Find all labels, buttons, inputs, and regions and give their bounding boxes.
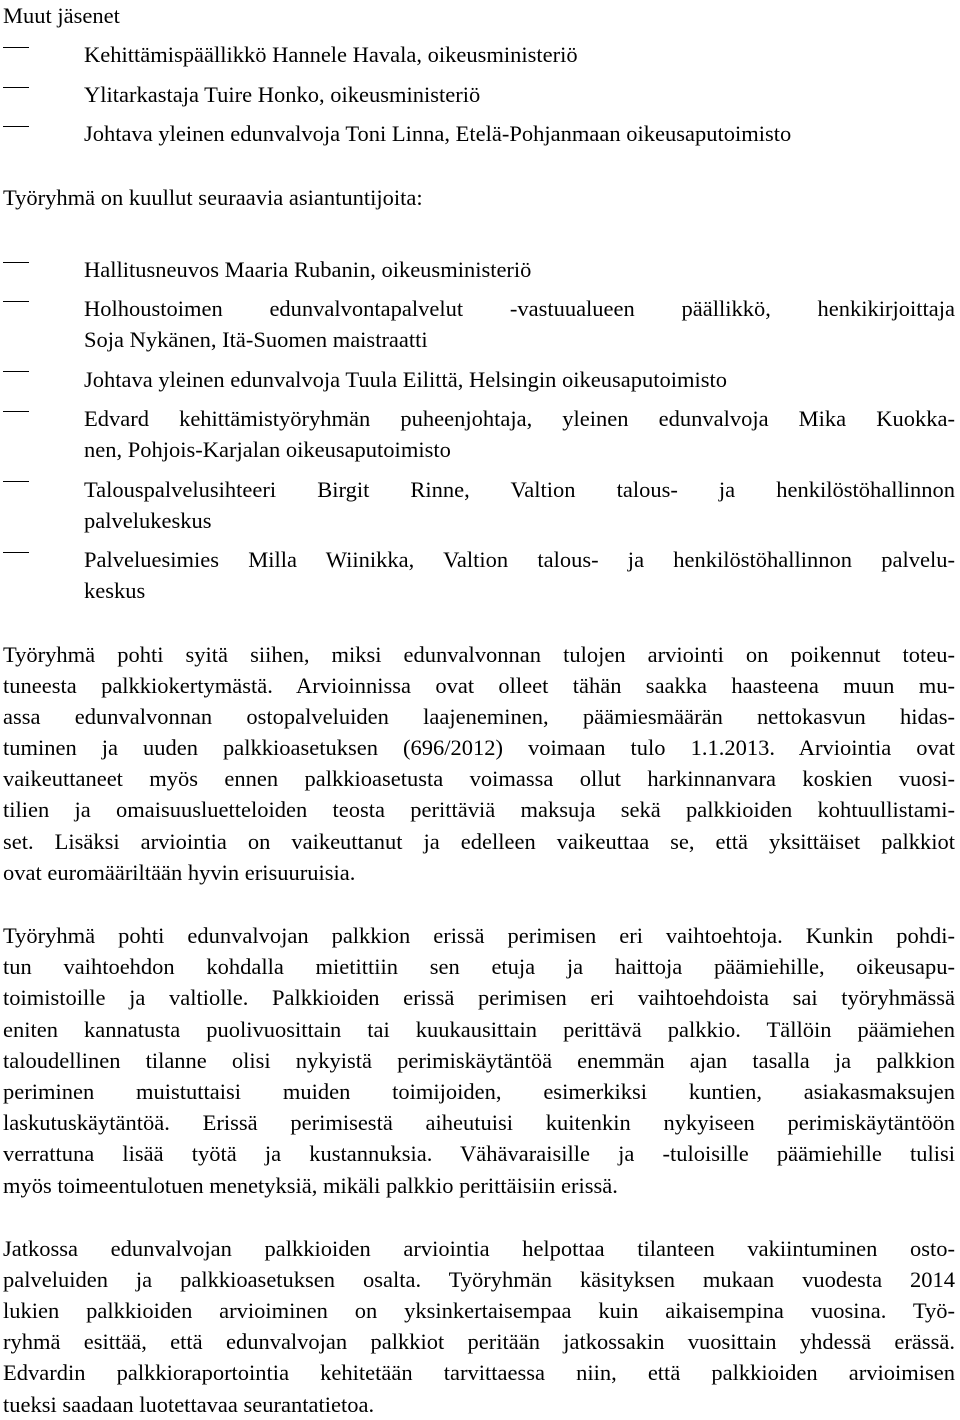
expert-text-continued: keskus: [84, 578, 146, 604]
paragraph-line: toimistoille ja valtiolle. Palkkioiden erissä perimisen eri vaihtoehdoista sai työryhmässä: [3, 985, 955, 1011]
paragraph-line: tuminen ja uuden palkkioasetuksen (696/2012) voimaan tulo 1.1.2013. Arviointia ovat: [3, 735, 955, 761]
paragraph-line: vaikeuttaneet myös ennen palkkioasetusta voimassa ollut harkinnanvara koskien vuosi-: [3, 766, 955, 792]
expert-text-continued: nen, Pohjois-Karjalan oikeusaputoimisto: [84, 437, 451, 463]
paragraph-line: palveluiden ja palkkioasetuksen osalta. Työryhmän käsityksen mukaan vuodesta 2014: [3, 1266, 955, 1292]
member-text: Kehittämispäällikkö Hannele Havala, oikeusministeriö: [84, 42, 578, 68]
expert-text: Talouspalvelusihteeri Birgit Rinne, Valtion talous- ja henkilöstöhallinnon: [84, 476, 955, 502]
dash-bullet-icon: [3, 285, 38, 316]
dash-bullet-icon: [3, 355, 38, 386]
dash-bullet-icon: [3, 465, 38, 496]
dash-bullet-icon: [3, 71, 38, 102]
dash-bullet-icon: [3, 246, 38, 277]
expert-text: Palveluesimies Milla Wiinikka, Valtion talous- ja henkilöstöhallinnon palvelu-: [84, 547, 955, 573]
dash-bullet-icon: [3, 536, 38, 567]
list-item: [3, 246, 955, 285]
expert-text-continued: palvelukeskus: [84, 507, 212, 533]
paragraph-line: set. Lisäksi arviointia on vaikeuttanut ja edelleen vaikeuttaa se, että yksittäiset palkkiot: [3, 828, 955, 854]
paragraph-line: tilien ja omaisuusluetteloiden teosta perittäviä maksuja sekä palkkioiden kohtuullistami-: [3, 797, 955, 823]
paragraph-line: myös toimeentulotuen menetyksiä, mikäli palkkio perittäisiin erissä.: [3, 1172, 618, 1198]
list-item: [3, 31, 955, 70]
paragraph-line: Edvardin palkkioraportointia kehitetään tarvittaessa niin, että palkkioiden arvioimisen: [3, 1360, 955, 1386]
list-item: [3, 71, 955, 110]
paragraph-line: eniten kannatusta puolivuosittain tai kuukausittain perittävä palkkio. Tällöin päämiehen: [3, 1016, 955, 1042]
member-text: Johtava yleinen edunvalvoja Toni Linna, Etelä-Pohjanmaan oikeusaputoimisto: [84, 121, 792, 147]
list-item: [3, 285, 955, 356]
list-item: [3, 355, 955, 394]
list-item: [3, 395, 955, 466]
paragraph-line: taloudellinen tilanne olisi nykyistä perimiskäytäntöä enemmän ajan tasalla ja palkkion: [3, 1047, 955, 1073]
paragraph-line: tuneesta palkkiokertymästä. Arvioinnissa ovat olleet tähän saakka haasteena muun mu-: [3, 672, 955, 698]
paragraph-3: [3, 1233, 955, 1420]
member-text: Ylitarkastaja Tuire Honko, oikeusministeriö: [84, 81, 481, 107]
experts-heading: Työryhmä on kuullut seuraavia asiantuntijoita:: [3, 185, 423, 211]
dash-bullet-icon: [3, 110, 38, 141]
paragraph-line: Työryhmä pohti syitä siihen, miksi edunvalvonnan tulojen arviointi on poikennut toteu-: [3, 641, 955, 667]
members-heading: Muut jäsenet: [3, 3, 120, 28]
paragraph-2: [3, 920, 955, 1201]
dash-bullet-icon: [3, 395, 38, 426]
members-list: [3, 31, 955, 149]
list-item: [3, 465, 955, 536]
expert-text: Hallitusneuvos Maaria Rubanin, oikeusministeriö: [84, 256, 532, 282]
expert-text-continued: Soja Nykänen, Itä-Suomen maistraatti: [84, 327, 428, 353]
paragraph-line: Jatkossa edunvalvojan palkkioiden arviointia helpottaa tilanteen vakiintuminen osto-: [3, 1235, 955, 1261]
paragraph-line: ovat euromääriltään hyvin erisuuruisia.: [3, 859, 356, 885]
paragraph-1: [3, 639, 955, 889]
paragraph-line: verrattuna lisää työtä ja kustannuksia. Vähävaraisille ja -tuloisille päämiehille tulisi: [3, 1141, 955, 1167]
paragraph-line: laskutuskäytäntöä. Erissä perimisestä aiheutuisi kuitenkin nykyiseen perimiskäytäntöön: [3, 1110, 955, 1136]
expert-text: Johtava yleinen edunvalvoja Tuula Eilittä, Helsingin oikeusaputoimisto: [84, 366, 728, 392]
expert-text: Holhoustoimen edunvalvontapalvelut -vastuualueen päällikkö, henkikirjoittaja: [84, 296, 955, 322]
expert-text: Edvard kehittämistyöryhmän puheenjohtaja, yleinen edunvalvoja Mika Kuokka-: [84, 406, 955, 431]
paragraph-line: periminen muistuttaisi muiden toimijoiden, esimerkiksi kuntien, asiakasmaksujen: [3, 1078, 955, 1104]
dash-bullet-icon: [3, 31, 38, 62]
paragraph-line: Työryhmä pohti edunvalvojan palkkion erissä perimisen eri vaihtoehtoja. Kunkin pohdi-: [3, 923, 955, 948]
paragraph-line: tueksi saadaan luotettavaa seurantatietoa.: [3, 1391, 375, 1417]
list-item: [3, 110, 955, 149]
experts-list: [3, 246, 955, 607]
paragraph-line: tun vaihtoehdon kohdalla mietittiin sen etuja ja haittoja päämiehille, oikeusapu-: [3, 954, 955, 980]
paragraph-line: ryhmä esittää, että edunvalvojan palkkiot peritään jatkossakin vuosittain yhdessä erässä.: [3, 1329, 955, 1355]
document-page: [3, 0, 955, 1420]
list-item: [3, 536, 955, 607]
paragraph-line: assa edunvalvonnan ostopalveluiden laajeneminen, päämiesmäärän nettokasvun hidas-: [3, 703, 955, 729]
paragraph-line: lukien palkkioiden arvioiminen on yksinkertaisempaa kuin aikaisempina vuosina. Työ-: [3, 1298, 955, 1324]
